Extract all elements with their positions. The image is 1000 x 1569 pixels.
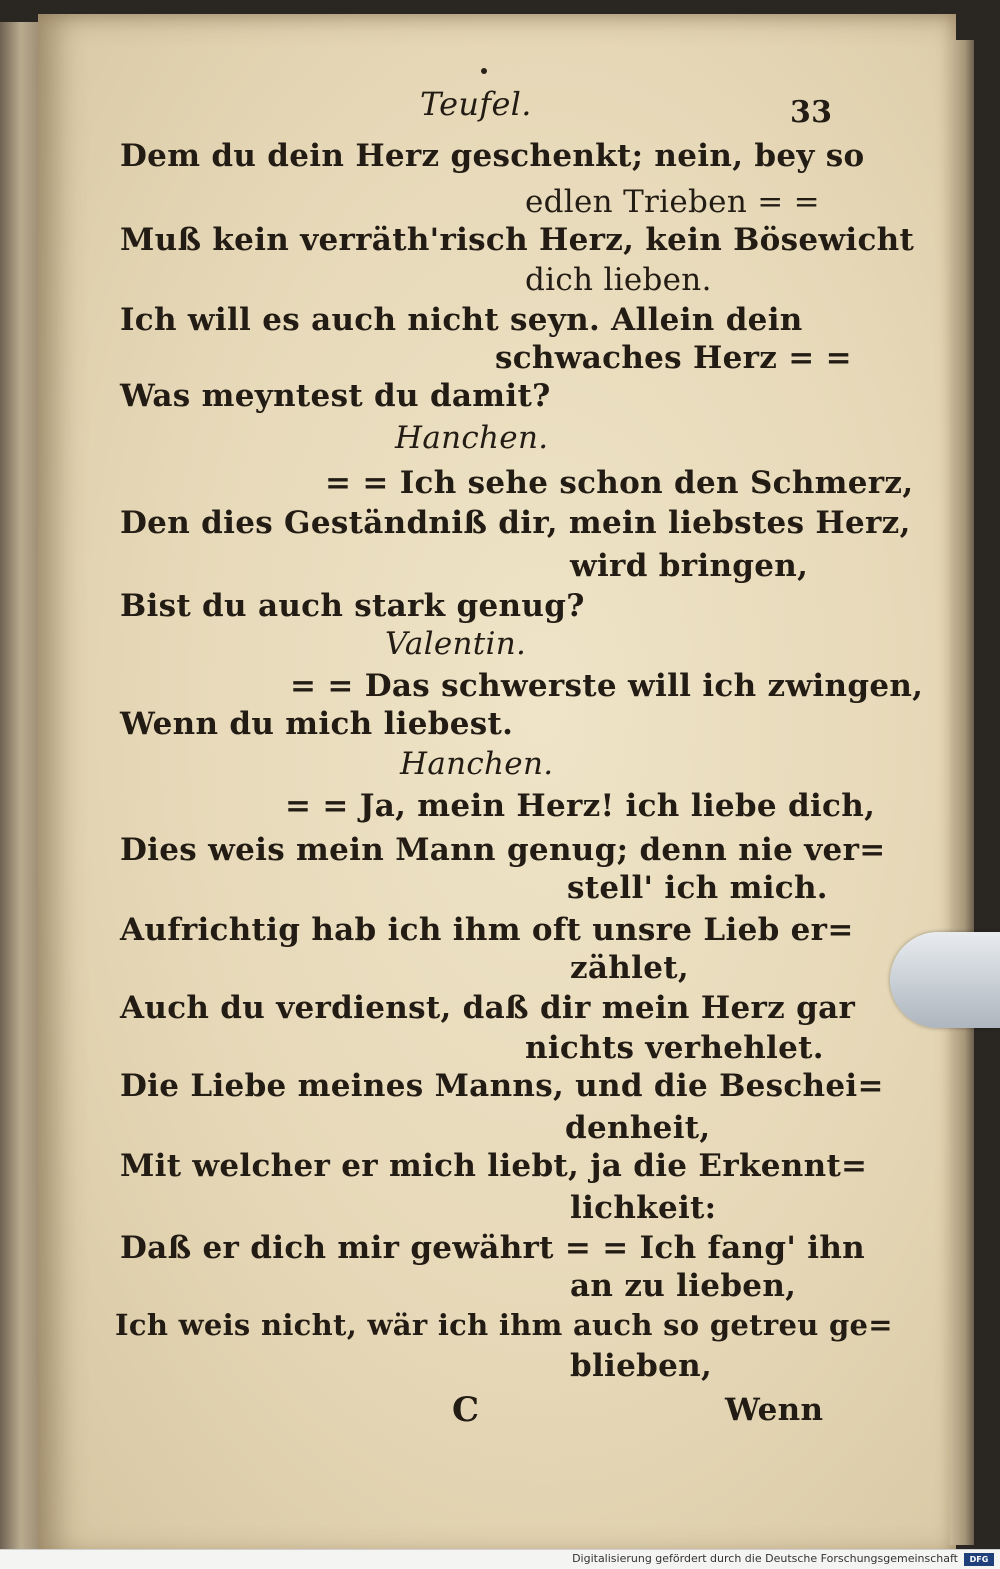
text-line: dich lieben. — [525, 262, 712, 298]
running-title: Teufel. — [420, 85, 532, 123]
page-edge — [950, 40, 974, 1545]
speaker-name: Hanchen. — [400, 746, 554, 782]
text-line: Den dies Geständniß dir, mein liebstes Herz, — [120, 505, 911, 541]
text-line: Muß kein verräth'risch Herz, kein Bösewicht — [120, 222, 915, 258]
page-number: 33 — [790, 95, 833, 130]
text-line: Wenn du mich liebest. — [120, 706, 514, 742]
text-line: Mit welcher er mich liebt, ja die Erkennt= — [120, 1148, 868, 1184]
text-line: lichkeit: — [570, 1190, 717, 1226]
text-line: = = Ja, mein Herz! ich liebe dich, — [285, 788, 876, 824]
color-card-tab — [890, 932, 1000, 1028]
footer-bar — [0, 1549, 1000, 1569]
text-line: nichts verhehlet. — [525, 1030, 824, 1066]
text-line: zählet, — [570, 950, 689, 986]
funding-credit: Digitalisierung gefördert durch die Deutsche Forschungsgemeinschaft — [572, 1552, 958, 1565]
text-line: Die Liebe meines Manns, und die Beschei= — [120, 1068, 884, 1104]
text-line: blieben, — [570, 1348, 713, 1384]
text-line: Aufrichtig hab ich ihm oft unsre Lieb er= — [120, 912, 854, 948]
ornament-dot — [481, 68, 487, 74]
text-line: Auch du verdienst, daß dir mein Herz gar — [120, 990, 856, 1026]
text-line: an zu lieben, — [570, 1268, 797, 1304]
speaker-name: Valentin. — [385, 626, 527, 662]
text-line: Dem du dein Herz geschenkt; nein, bey so — [120, 138, 865, 174]
text-line: = = Das schwerste will ich zwingen, — [290, 668, 924, 704]
signature-mark: C — [452, 1390, 480, 1430]
text-line: Was meyntest du damit? — [120, 378, 551, 414]
text-line: Ich weis nicht, wär ich ihm auch so getreu ge= — [115, 1308, 893, 1342]
text-line: Bist du auch stark genug? — [120, 588, 585, 624]
text-line: Ich will es auch nicht seyn. Allein dein — [120, 302, 803, 338]
dfg-logo: DFG — [964, 1553, 994, 1566]
catchword: Wenn — [725, 1392, 824, 1428]
speaker-name: Hanchen. — [395, 420, 549, 456]
text-line: Daß er dich mir gewährt = = Ich fang' ihn — [120, 1230, 865, 1266]
text-line: wird bringen, — [570, 548, 809, 584]
text-line: schwaches Herz = = — [495, 340, 852, 376]
text-line: denheit, — [565, 1110, 711, 1146]
text-line: = = Ich sehe schon den Schmerz, — [325, 465, 914, 501]
text-line: stell' ich mich. — [567, 870, 828, 906]
text-line: Dies weis mein Mann genug; denn nie ver= — [120, 832, 886, 868]
text-line: edlen Trieben = = — [525, 184, 820, 220]
